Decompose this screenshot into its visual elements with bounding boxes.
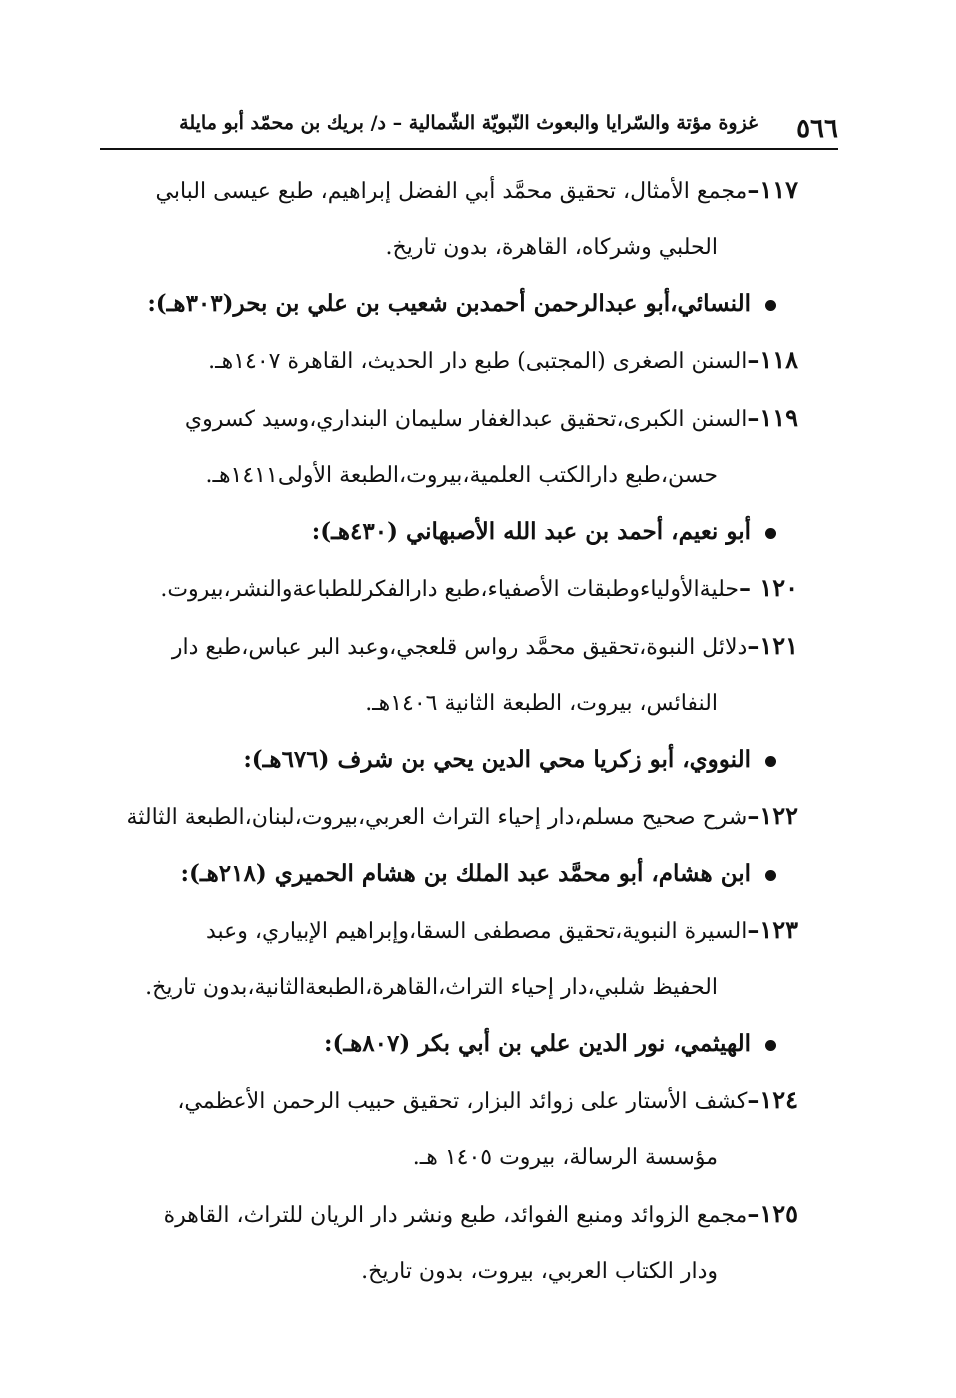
bibliography-entry bbox=[110, 162, 798, 276]
author-heading bbox=[110, 276, 798, 332]
author-heading bbox=[110, 504, 798, 560]
entry-number: ١١٨– bbox=[747, 345, 798, 374]
bibliography-list bbox=[110, 162, 798, 1300]
author-name: النسائي،أبو عبدالرحمن أحمدبن شعيب بن علي بن بحر(٣٠٣هـ): bbox=[147, 290, 751, 317]
bibliography-entry bbox=[110, 560, 798, 618]
entry-number: ١٢١– bbox=[747, 631, 798, 660]
entry-text: مجمع الزوائد ومنبع الفوائد، طبع ونشر دار الريان للتراث، القاهرة bbox=[163, 1203, 748, 1228]
author-name: أبو نعيم، أحمد بن عبد الله الأصبهاني (٤٣٠هـ): bbox=[311, 518, 751, 545]
bibliography-entry bbox=[110, 1186, 798, 1300]
page-number: ٥٦٦ bbox=[796, 114, 838, 144]
entry-text: دلائل النبوة،تحقيق محمَّد رواس قلعجي،وعبد البر عباس،طبع دار bbox=[171, 635, 748, 660]
entry-number: ١٢٠ – bbox=[738, 573, 798, 602]
entry-text: السنن الصغرى (المجتبى) طبع دار الحديث، القاهرة ١٤٠٧هـ. bbox=[208, 349, 748, 374]
bibliography-entry bbox=[110, 788, 798, 846]
page-header bbox=[100, 104, 838, 150]
bibliography-entry bbox=[110, 1072, 798, 1186]
author-name: الهيثمي، نور الدين علي بن أبي بكر (٨٠٧هـ): bbox=[324, 1030, 751, 1057]
entry-continuation: ودار الكتاب العربي، بيروت، بدون تاريخ. bbox=[361, 1259, 718, 1284]
bullet-icon bbox=[765, 1040, 776, 1051]
entry-number: ١١٧– bbox=[747, 175, 798, 204]
bullet-icon bbox=[765, 300, 776, 311]
bullet-icon bbox=[765, 528, 776, 539]
entry-text: السيرة النبوية،تحقيق مصطفى السقا،وإبراهيم الإبياري، وعبد bbox=[205, 919, 748, 944]
entry-text: شرح صحيح مسلم،دار إحياء التراث العربي،بيروت،لبنان،الطبعة الثالثة bbox=[126, 805, 748, 830]
bibliography-entry bbox=[110, 332, 798, 390]
entry-continuation: حسن،طبع دارالكتب العلمية،بيروت،الطبعة الأولى١٤١١هـ. bbox=[205, 463, 718, 488]
author-heading bbox=[110, 732, 798, 788]
entry-continuation: مؤسسة الرسالة، بيروت ١٤٠٥ هـ. bbox=[412, 1145, 718, 1170]
entry-number: ١٢٣– bbox=[747, 915, 798, 944]
author-name: ابن هشام، أبو محمَّد عبد الملك بن هشام الحميري (٢١٨هـ): bbox=[180, 860, 751, 887]
author-heading bbox=[110, 846, 798, 902]
entry-number: ١٢٤– bbox=[747, 1085, 798, 1114]
running-title: غزوة مؤتة والسّرايا والبعوث النّبويّة الشّمالية – د/ بريك بن محمّد أبو مايلة bbox=[179, 112, 758, 134]
entry-text: حليةالأولياءوطبقات الأصفياء،طبع دارالفكرللطباعةوالنشر،بيروت. bbox=[160, 577, 739, 602]
author-heading bbox=[110, 1016, 798, 1072]
bibliography-entry bbox=[110, 390, 798, 504]
entry-number: ١١٩– bbox=[747, 403, 798, 432]
entry-continuation: الحفيظ شلبي،دار إحياء التراث،القاهرة،الطبعةالثانية،بدون تاريخ. bbox=[145, 975, 718, 1000]
bullet-icon bbox=[765, 756, 776, 767]
entry-number: ١٢٢– bbox=[747, 801, 798, 830]
entry-number: ١٢٥– bbox=[747, 1199, 798, 1228]
author-name: النووي، أبو زكريا محي الدين يحي بن شرف (٦٧٦هـ): bbox=[243, 746, 751, 773]
bibliography-entry bbox=[110, 902, 798, 1016]
entry-text: مجمع الأمثال، تحقيق محمَّد أبي الفضل إبراهيم، طبع عيسى البابي bbox=[155, 179, 748, 204]
bibliography-entry bbox=[110, 618, 798, 732]
entry-continuation: النفائس، بيروت، الطبعة الثانية ١٤٠٦هـ. bbox=[365, 691, 718, 716]
entry-text: السنن الكبرى،تحقيق عبدالغفار سليمان البنداري،وسيد كسروي bbox=[184, 407, 748, 432]
entry-continuation: الحلبي وشركاه، القاهرة، بدون تاريخ. bbox=[385, 235, 718, 260]
entry-text: كشف الأستار على زوائد البزار، تحقيق حبيب الرحمن الأعظمي، bbox=[177, 1089, 748, 1114]
bullet-icon bbox=[765, 870, 776, 881]
